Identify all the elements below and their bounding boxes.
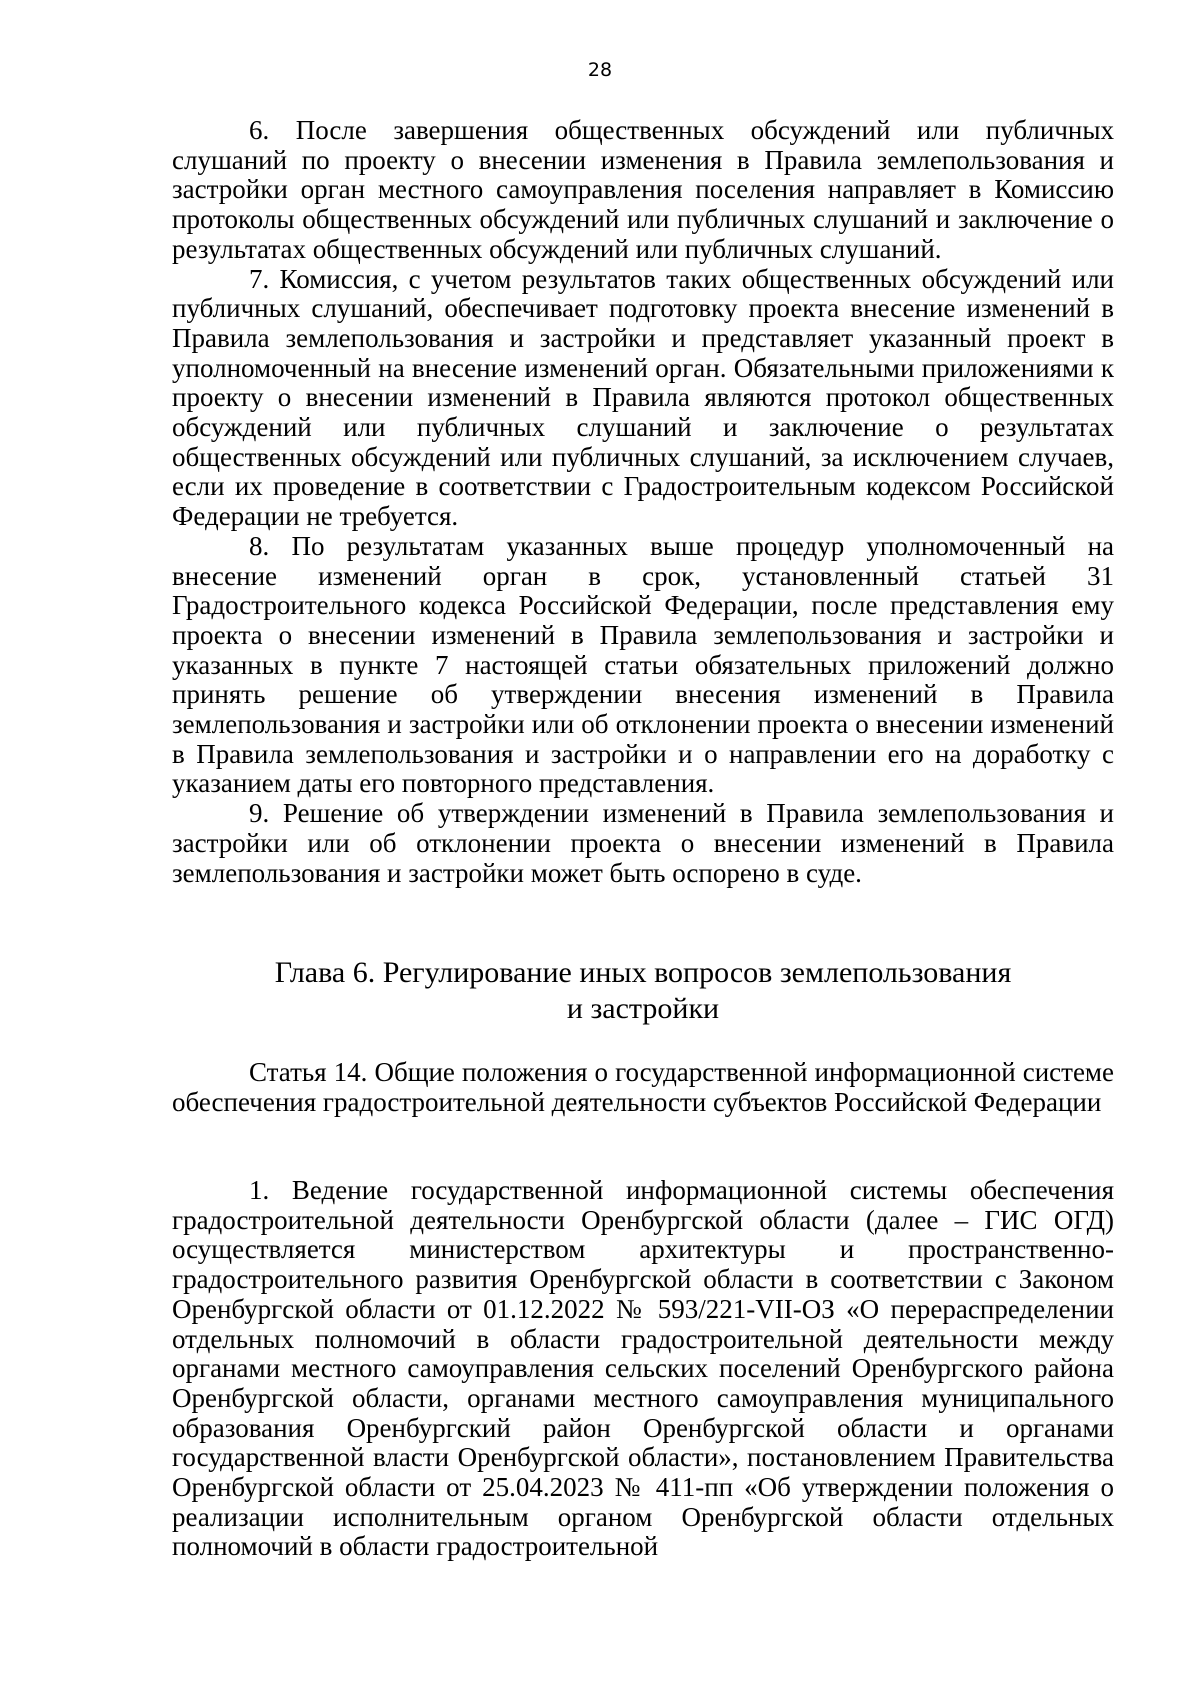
article-heading: Статья 14. Общие положения о государственной информационной системе обеспечения градостроительной деятельности субъектов Российской Федерации [172,1057,1114,1117]
paragraph-6: 6. После завершения общественных обсуждений или публичных слушаний по проекту о внесении изменения в Правила землепользования и застройки орган местного самоуправления поселения направляет в Комиссию протоколы общественных обсуждений или публичных слушаний и заключение о результатах общественных обсуждений или публичных слушаний. [172,115,1114,264]
paragraph-9: 9. Решение об утверждении изменений в Правила землепользования и застройки или об отклонении проекта о внесении изменений в Правила землепользования и застройки может быть оспорено в суде. [172,798,1114,888]
page-number: 28 [587,59,613,81]
article-paragraph-1: 1. Ведение государственной информационной системы обеспечения градостроительной деятельности Оренбургской области (далее – ГИС ОГД) осуществляется министерством архитектуры и пространственно-градостроительного развития Оренбургской области в соответствии с Законом Оренбургской области от 01.12.2022 № 593/221-VII-ОЗ «О перераспределении отдельных полномочий в области градостроительной деятельности между органами местного самоуправления сельских поселений Оренбургского района Оренбургской области, органами местного самоуправления муниципального образования Оренбургский район Оренбургской области и органами государственной власти Оренбургской области», постановлением Правительства Оренбургской области от 25.04.2023 № 411-пп «Об утверждении положения о реализации исполнительным органом Оренбургской области отдельных полномочий в области градостроительной [172,1175,1114,1562]
paragraphs-section-2 [172,1176,1114,1562]
paragraphs-section-1 [172,116,1114,888]
paragraph-7: 7. Комиссия, с учетом результатов таких общественных обсуждений или публичных слушаний, обеспечивает подготовку проекта внесение изменений в Правила землепользования и застройки и представляет указанный проект в уполномоченный на внесение изменений орган. Обязательными приложениями к проекту о внесении изменений в Правила являются протокол общественных обсуждений или публичных слушаний и заключение о результатах общественных обсуждений или публичных слушаний, за исключением случаев, если их проведение в соответствии с Градостроительным кодексом Российской Федерации не требуется. [172,263,1114,532]
chapter-heading [172,955,1114,1027]
chapter-heading-line-2: и застройки [566,992,720,1025]
paragraph-8: 8. По результатам указанных выше процедур уполномоченный на внесение изменений орган в срок, установленный статьей 31 Градостроительного кодекса Российской Федерации, после представления ему проекта о внесении изменений в Правила землепользования и застройки и указанных в пункте 7 настоящей статьи обязательных приложений должно принять решение об утверждении внесения изменений в Правила землепользования и застройки или об отклонении проекта о внесении изменений в Правила землепользования и застройки и о направлении его на доработку с указанием даты его повторного представления. [172,530,1114,799]
chapter-heading-line-1: Глава 6. Регулирование иных вопросов землепользования [274,956,1012,989]
